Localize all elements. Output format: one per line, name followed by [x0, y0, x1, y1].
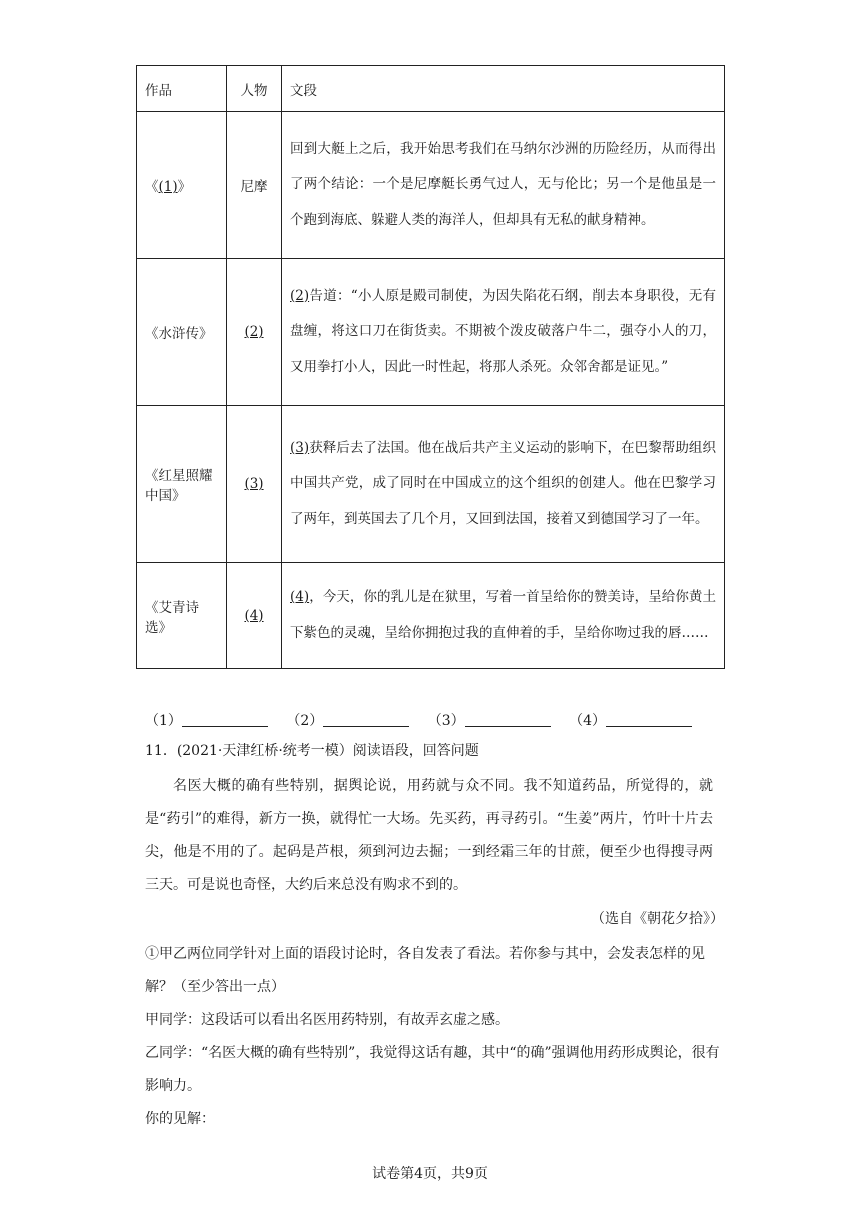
answer-label-1: （1） [145, 713, 182, 729]
character-cell [227, 406, 282, 563]
passage-source: （选自《朝花夕拾》） [591, 911, 724, 927]
sub-question-1: ①甲乙两位同学针对上面的语段讨论时，各自发表了看法。若你参与其中，会发表怎样的见解？（至少答出一点） [145, 946, 705, 995]
work-cell: 《艾青诗选》 [137, 563, 227, 669]
blank-4: (4) [244, 607, 264, 624]
header-character: 人物 [227, 66, 282, 112]
blank-2: (2) [244, 324, 264, 340]
answer-field-2[interactable] [323, 712, 409, 727]
passage-cell: (2)告道：“小人原是殿司制使，为因失陷花石纲，削去本身职役，无有盘缠，将这口刀在街货卖。不期被个泼皮破落户牛二，强夺小人的刀，又用拳打小人，因此一时性起，将那人杀死。众邻舍都是证见。” [282, 259, 725, 406]
table-header-row [137, 66, 725, 112]
student-yi: 乙同学：“名医大概的确有些特别”，我觉得这话有趣，其中“的确”强调他用药形成舆论，很有影响力。 [145, 1045, 720, 1094]
answer-label-4: （4） [569, 713, 607, 729]
page-footer: 试卷第4页，共9页 [372, 1166, 488, 1182]
header-work: 作品 [137, 66, 227, 112]
table-row [137, 406, 725, 563]
blank-3-passage: (3) [290, 439, 310, 456]
table-row [137, 563, 725, 669]
answer-field-4[interactable] [606, 712, 692, 727]
character-cell: 尼摩 [227, 112, 282, 259]
blank-2-passage: (2) [290, 287, 310, 304]
answer-label-3: （3） [427, 713, 465, 729]
reading-passage: 名医大概的确有些特别，据舆论说，用药就与众不同。我不知道药品，所觉得的，就是“药引”的难得，新方一换，就得忙一大场。先买药，再寻药引。“生姜”两片，竹叶十片去尖，他是不用的了。起码是芦根，须到河边去掘；一到经霜三年的甘蔗，便至少也得搜寻两三天。可是说也奇怪，大约后来总没有购求不到的。 [145, 778, 713, 893]
answer-label-2: （2） [286, 713, 324, 729]
passage-cell: 回到大艇上之后，我开始思考我们在马纳尔沙洲的历险经历，从而得出了两个结论：一个是尼摩艇长勇气过人，无与伦比；另一个是他虽是一个跑到海底、躲避人类的海洋人，但却具有无私的献身精神。 [282, 112, 725, 259]
question-11-title: 11．(2021·天津红桥·统考一模）阅读语段，回答问题 [145, 743, 479, 759]
character-cell [227, 259, 282, 406]
blank-1: (1) [158, 179, 178, 195]
blank-4-passage: (4) [290, 589, 310, 605]
work-cell: 《(1)》 [137, 112, 227, 259]
passage-cell: (3)获释后去了法国。他在战后共产主义运动的影响下，在巴黎帮助组织中国共产党，成了同时在中国成立的这个组织的创建人。他在巴黎学习了两年，到英国去了几个月，又回到法国，接着又到德国学习了一年。 [282, 406, 725, 563]
answer-field-1[interactable] [182, 712, 268, 727]
character-cell [227, 563, 282, 669]
table-row [137, 259, 725, 406]
header-passage: 文段 [282, 66, 725, 112]
work-cell: 《水浒传》 [137, 259, 227, 406]
answer-field-3[interactable] [465, 712, 551, 727]
passage-cell: (4)，今天，你的乳儿是在狱里，写着一首呈给你的赞美诗，呈给你黄土下紫色的灵魂，呈给你拥抱过我的直伸着的手，呈给你吻过我的唇…… [282, 563, 725, 669]
student-jia: 甲同学：这段话可以看出名医用药特别，有故弄玄虚之感。 [145, 1012, 509, 1028]
work-cell: 《红星照耀中国》 [137, 406, 227, 563]
literature-table [136, 65, 725, 669]
table-row [137, 112, 725, 259]
blank-3: (3) [244, 476, 264, 492]
answer-blanks [145, 710, 706, 730]
your-view-label: 你的见解： [145, 1111, 215, 1127]
